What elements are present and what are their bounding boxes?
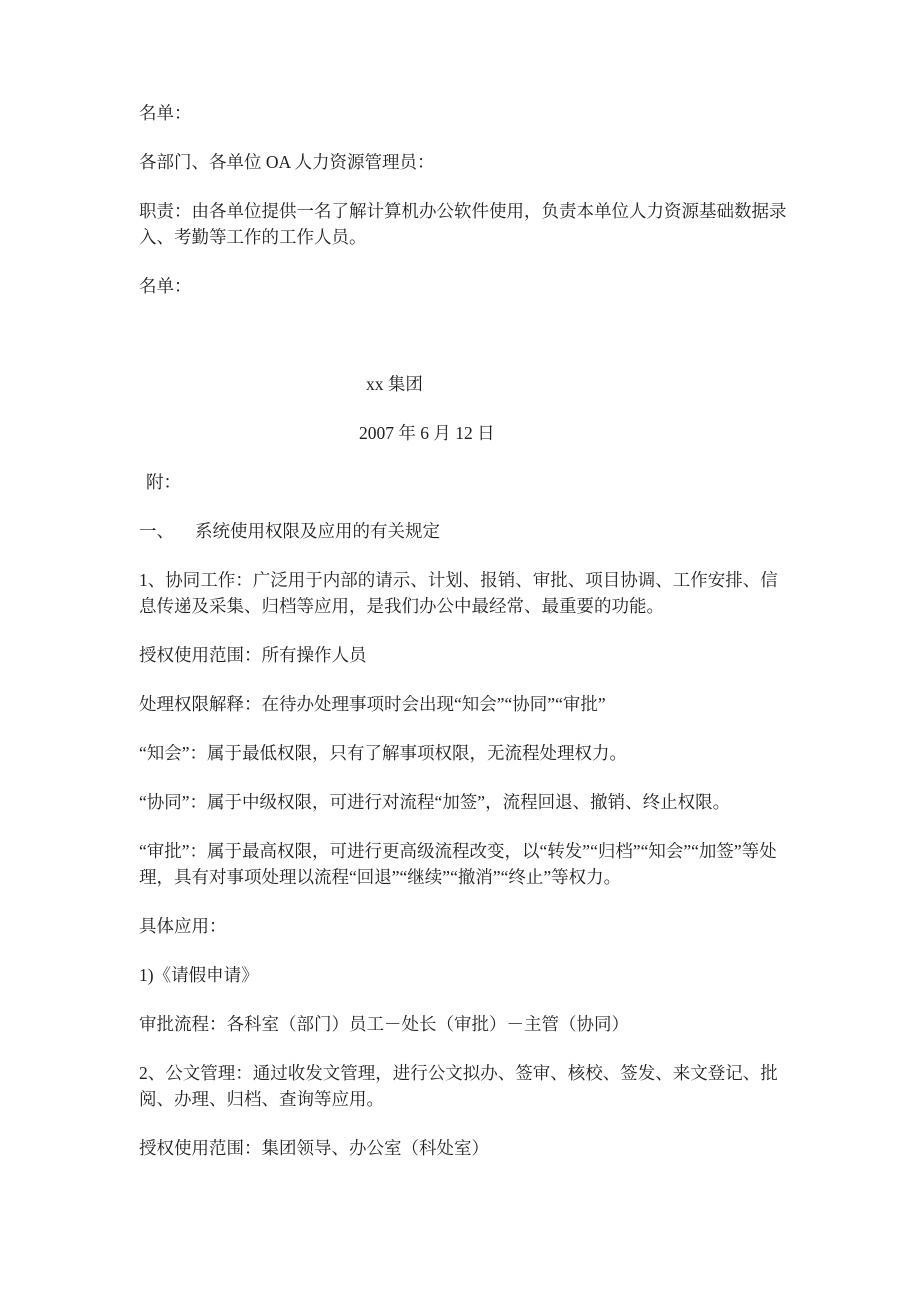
paragraph: 1、协同工作：广泛用于内部的请示、计划、报销、审批、项目协调、工作安排、信息传递及采集、归档等应用，是我们办公中最经常、最重要的功能。 (139, 570, 778, 616)
blank-line (139, 322, 791, 348)
attachment-label: 附： (146, 472, 181, 492)
paragraph: 具体应用： (139, 916, 227, 936)
paragraph: 各部门、各单位 OA 人力资源管理员： (139, 152, 435, 172)
paragraph: 名单： (139, 103, 192, 123)
doc-signature: xx 集团 (366, 374, 423, 394)
section-number: 一、 (139, 521, 174, 541)
section-heading (139, 518, 791, 544)
paragraph: 授权使用范围：所有操作人员 (139, 645, 367, 665)
paragraph: 职责：由各单位提供一名了解计算机办公软件使用，负责本单位人力资源基础数据录入、考勤等工作的工作人员。 (139, 201, 787, 247)
paragraph: 授权使用范围：集团领导、办公室（科处室） (139, 1138, 489, 1158)
paragraph: “知会”：属于最低权限，只有了解事项权限，无流程处理权力。 (139, 743, 628, 763)
paragraph: “协同”：属于中级权限，可进行对流程“加签”，流程回退、撤销、终止权限。 (139, 792, 731, 812)
paragraph: 审批流程：各科室（部门）员工－处长（审批）－主管（协同） (139, 1014, 629, 1034)
section-title: 系统使用权限及应用的有关规定 (195, 521, 440, 541)
paragraph: 处理权限解释：在待办处理事项时会出现“知会”“协同”“审批” (139, 694, 606, 714)
paragraph: 1)《请假申请》 (139, 965, 259, 985)
doc-date: 2007 年 6 月 12 日 (359, 423, 495, 443)
document-body (139, 100, 791, 1184)
paragraph: 2、公文管理：通过收发文管理，进行公文拟办、签审、核校、签发、来文登记、批阅、办理、归档、查询等应用。 (139, 1063, 778, 1109)
paragraph: 名单： (139, 276, 192, 296)
paragraph: “审批”：属于最高权限，可进行更高级流程改变，以“转发”“归档”“知会”“加签”等处理，具有对事项处理以流程“回退”“继续”“撤消”“终止”等权力。 (139, 841, 777, 887)
